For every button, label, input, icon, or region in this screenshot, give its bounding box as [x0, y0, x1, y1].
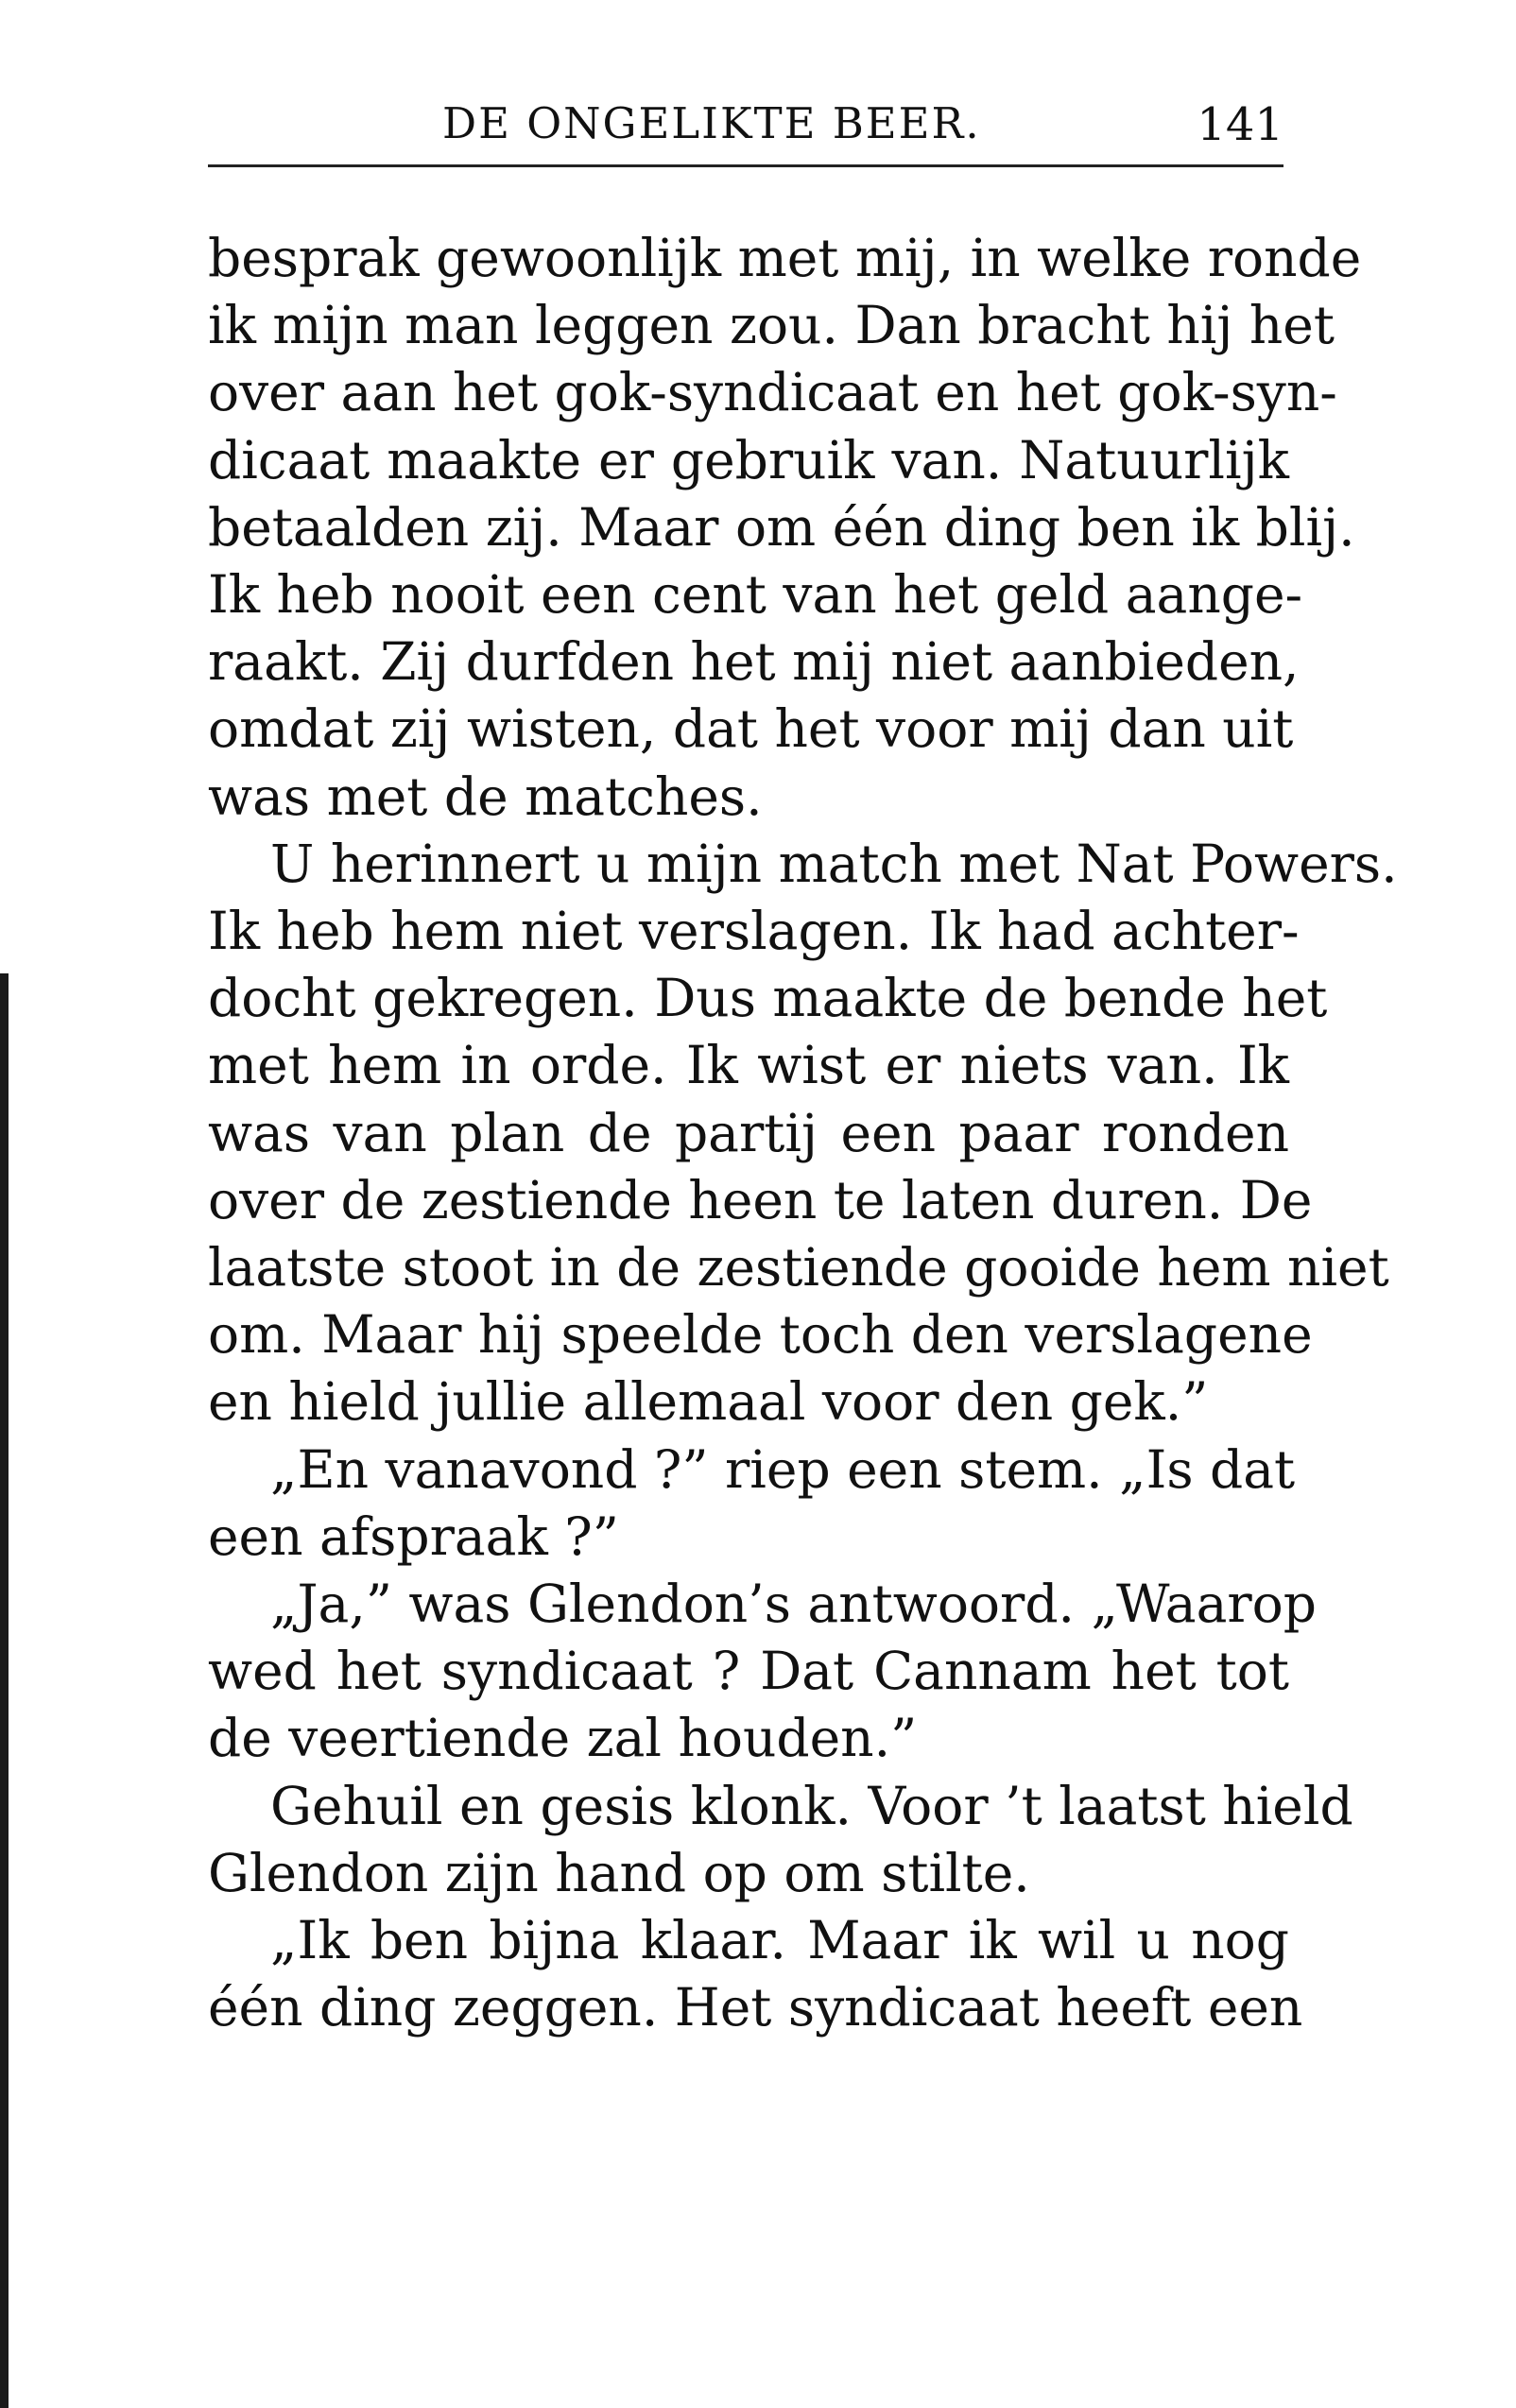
page-binding-edge: [0, 973, 9, 2408]
text-line: Ik heb hem niet verslagen. Ik had achter-: [208, 901, 1300, 962]
text-line: laatste stoot in de zestiende gooide hem niet: [208, 1237, 1389, 1299]
text-line: één ding zeggen. Het syndicaat heeft een: [208, 1977, 1303, 2038]
text-line: over aan het gok-syndicaat en het gok-syn-: [208, 362, 1337, 423]
text-line: Ik heb nooit een cent van het geld aange-: [208, 564, 1303, 626]
text-line: „En vanavond ?” riep een stem. „Is dat: [270, 1438, 1296, 1500]
page-header: [208, 98, 1283, 167]
text-line: dicaat maakte er gebruik van. Natuurlijk: [208, 429, 1289, 490]
text-line: de veertiende zal houden.”: [208, 1708, 918, 1769]
body-text: [208, 225, 1398, 2041]
text-line: „Ik ben bijna klaar. Maar ik wil u nog: [270, 1910, 1289, 1971]
text-line: „Ja,” was Glendon’s antwoord. „Waarop: [270, 1574, 1317, 1635]
running-head: DE ONGELIKTE BEER.: [442, 98, 981, 148]
paragraph: [208, 1436, 1296, 1571]
text-line: een afspraak ?”: [208, 1505, 619, 1567]
text-line: over de zestiende heen te laten duren. De: [208, 1169, 1313, 1230]
paragraph: [208, 1907, 1303, 2041]
text-line: met hem in orde. Ik wist er niets van. Ik: [208, 1035, 1289, 1096]
text-line: U herinnert u mijn match met Nat Powers.: [270, 833, 1398, 894]
text-line: betaalden zij. Maar om één ding ben ik blij.: [208, 496, 1355, 558]
text-line: Glendon zijn hand op om stilte.: [208, 1842, 1030, 1903]
text-line: besprak gewoonlijk met mij, in welke ronde: [208, 228, 1362, 288]
text-line: Gehuil en gesis klonk. Voor ’t laatst hield: [270, 1775, 1353, 1836]
text-line: docht gekregen. Dus maakte de bende het: [208, 968, 1328, 1029]
text-line: omdat zij wisten, dat het voor mij dan uit: [208, 698, 1294, 760]
text-line: raakt. Zij durfden het mij niet aanbieden,: [208, 631, 1300, 693]
text-line: wed het syndicaat ? Dat Cannam het tot: [208, 1641, 1289, 1702]
paragraph: [208, 1571, 1317, 1773]
paragraph: [208, 225, 1362, 831]
page-number: 141: [1197, 98, 1283, 151]
text-line: ik mijn man leggen zou. Dan bracht hij het: [208, 295, 1335, 356]
paragraph: [208, 831, 1398, 1436]
text-line: was van plan de partij een paar ronden: [208, 1102, 1289, 1163]
text-line: was met de matches.: [208, 765, 763, 827]
text-line: om. Maar hij speelde toch den verslagene: [208, 1304, 1313, 1366]
text-line: en hield jullie allemaal voor den gek.”: [208, 1371, 1209, 1433]
paragraph: [208, 1773, 1353, 1907]
